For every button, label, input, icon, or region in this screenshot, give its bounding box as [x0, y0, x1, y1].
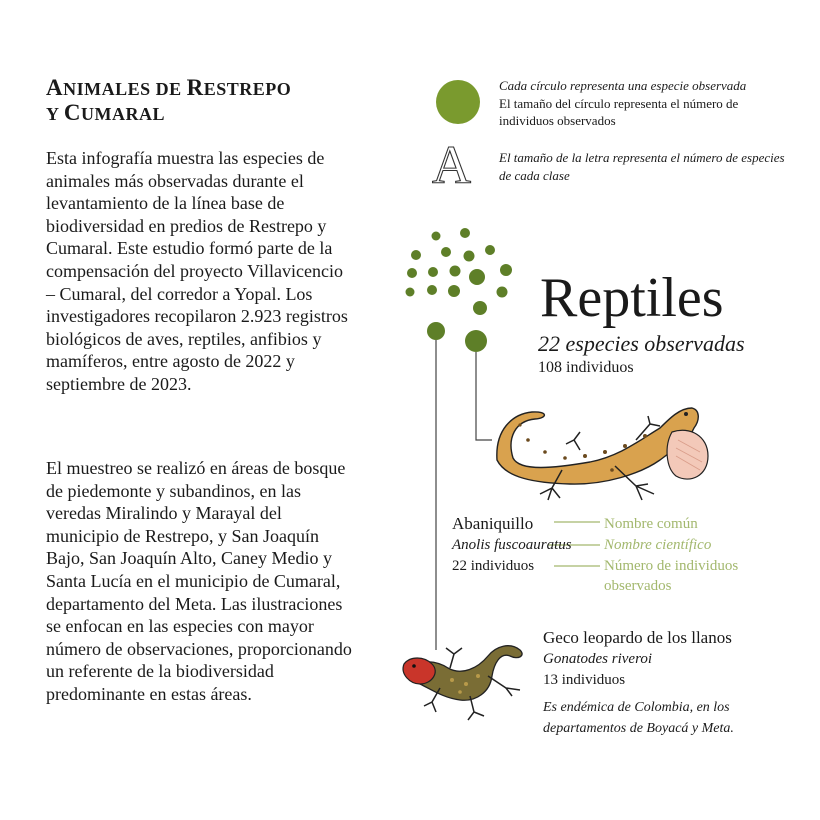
species-circle [441, 247, 451, 257]
species-2-individuals: 13 individuos [543, 672, 626, 688]
connector-lines [436, 340, 600, 650]
class-species-count: 22 especies observadas [538, 331, 745, 356]
species-1-common-name: Abaniquillo [452, 514, 534, 533]
species-2-note: Es endémica de Colombia, en los departamentos de Boyacá y Meta. [543, 700, 734, 736]
page-title: ANIMALES DE RESTREPO Y CUMARAL [46, 75, 292, 125]
species-circle [427, 285, 437, 295]
species-circle [473, 301, 487, 315]
species-circle [465, 330, 487, 352]
key-common-name: Nombre común [604, 516, 698, 532]
key-scientific-name: Nombre científico [604, 537, 712, 553]
species-circle [497, 287, 508, 298]
species-circles [406, 228, 513, 352]
species-circle [427, 322, 445, 340]
legend-circle-icon [436, 80, 480, 124]
gecko-illustration [403, 646, 522, 720]
species-circle [500, 264, 512, 276]
species-circle [428, 267, 438, 277]
species-circle [460, 228, 470, 238]
species-circle [464, 251, 475, 262]
species-circle [406, 288, 415, 297]
species-circle [469, 269, 485, 285]
species-circle [448, 285, 460, 297]
intro-paragraph-1: Esta infografía muestra las especies de animales más observadas durante el levantamiento de la línea base de biodiversidad en predios de Restrepo y Cumaral. Este estudio formó parte de la compensación del proyecto Villavicencio – Cumaral, del corredor a Yopal. Los investigadores recopilaron 2.923 registros biológicos de aves, reptiles, anfibios y mamíferos, entre agosto de 2022 y septiembre de 2023. [46, 148, 348, 394]
legend-letter-icon: A [432, 135, 471, 195]
species-1-individuals: 22 individuos [452, 558, 535, 574]
species-circle [450, 266, 461, 277]
intro-paragraph-2: El muestreo se realizó en áreas de bosque de piedemonte y subandinos, en las veredas Miralindo y Marayal del municipio de Restrepo, y San Joaquín Bajo, San Joaquín Alto, Caney Medio y Santa Lucía en el municipio de Cumaral, departamento del Meta. Las ilustraciones se enfocan en las especies con mayor número de observaciones, proporcionando un referente de la biodiversidad predominante en estas áreas. [46, 458, 352, 704]
species-1-scientific-name: Anolis fuscoauratus [452, 537, 572, 553]
legend-circle-text: Cada círculo representa una especie observada El tamaño del círculo representa el número de individuos observados [499, 78, 747, 128]
species-2-scientific-name: Gonatodes riveroi [543, 651, 653, 667]
species-circle [407, 268, 417, 278]
species-2-common-name: Geco leopardo de los llanos [543, 628, 732, 647]
class-title: Reptiles [540, 267, 724, 329]
species-circle [432, 232, 441, 241]
legend-letter-text: El tamaño de la letra representa el número de especies de cada clase [499, 150, 785, 183]
species-circle [485, 245, 495, 255]
class-individuals: 108 individuos [538, 359, 634, 376]
species-circle [411, 250, 421, 260]
key-individual-count: Número de individuos observados [604, 558, 739, 594]
anole-lizard-illustration [497, 408, 708, 500]
